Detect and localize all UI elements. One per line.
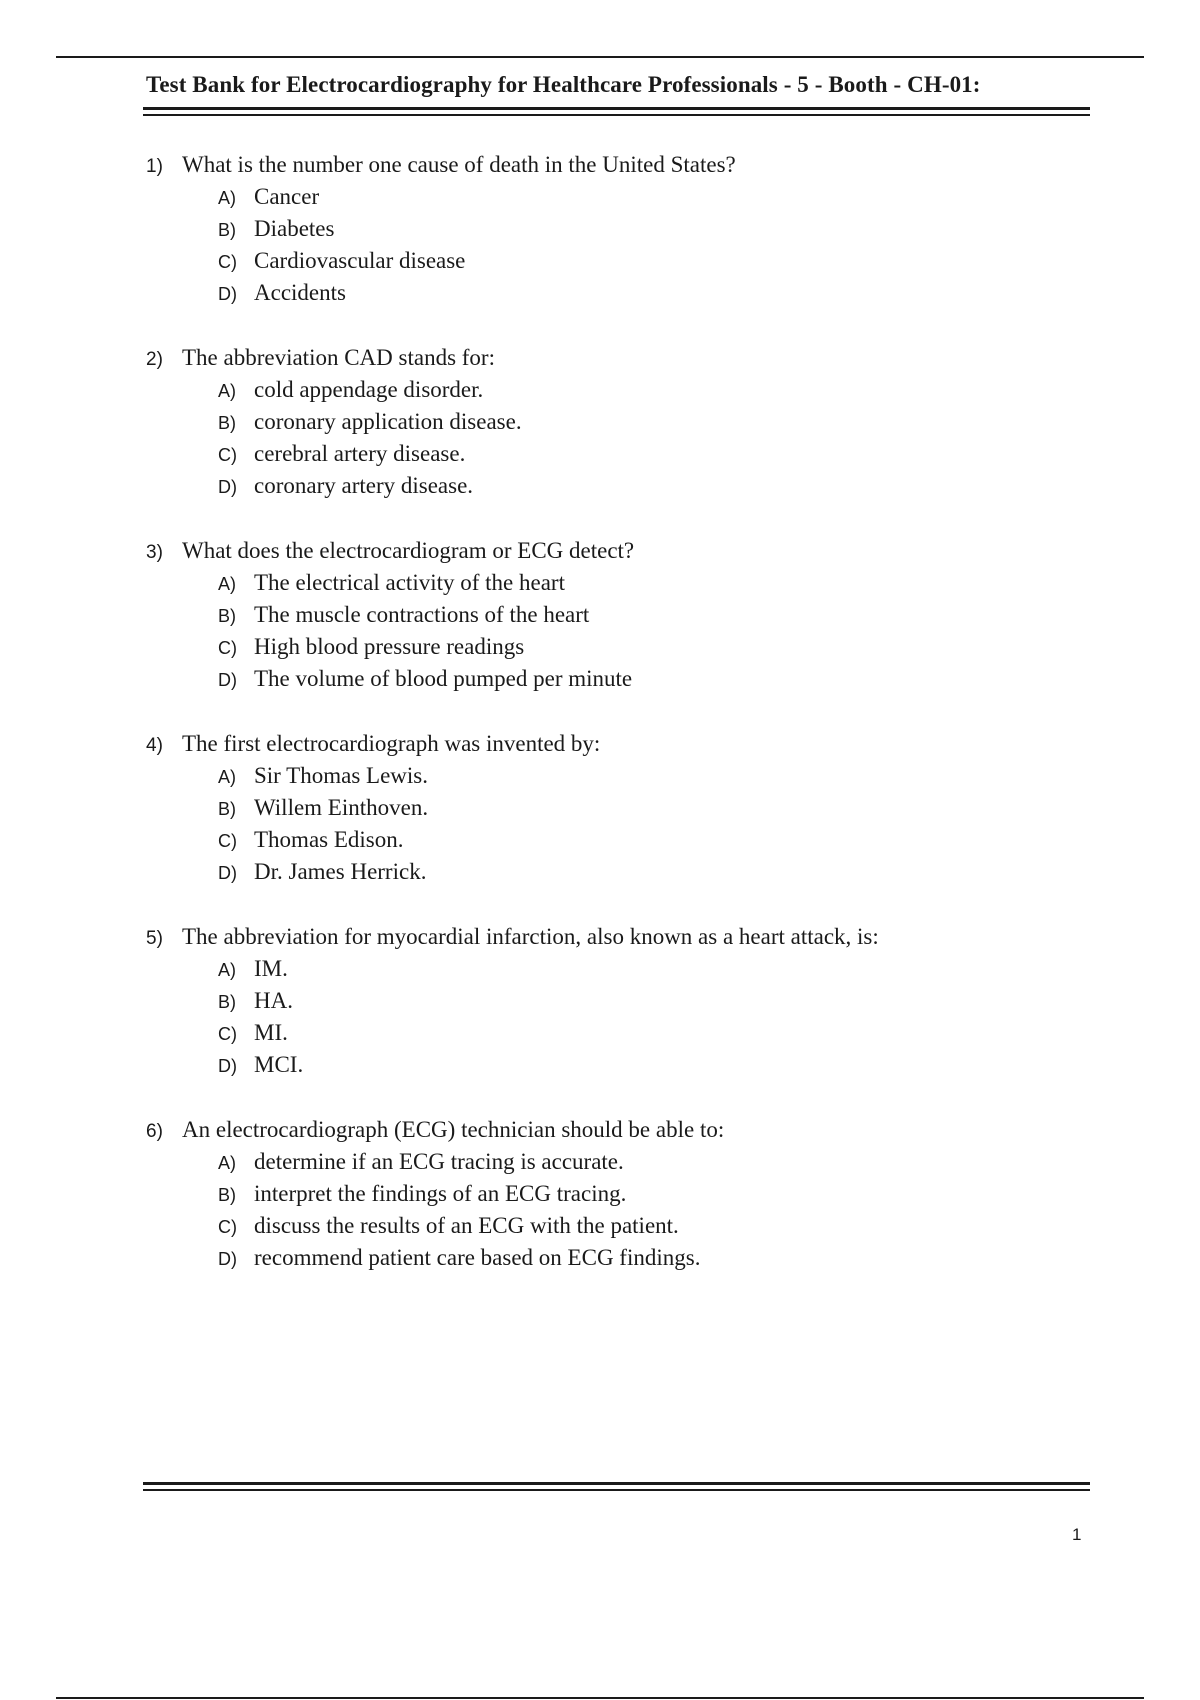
option-text: Dr. James Herrick. (254, 859, 427, 884)
answer-option-b (218, 1181, 1086, 1213)
option-letter: A) (218, 960, 236, 980)
page-number: 1 (1072, 1525, 1082, 1544)
question-6 (146, 1117, 1086, 1277)
footer-divider (143, 1482, 1090, 1491)
answer-option-d (218, 280, 1086, 312)
question-2 (146, 345, 1086, 505)
question-1 (146, 152, 1086, 312)
option-text: Cardiovascular disease (254, 248, 466, 273)
option-letter: C) (218, 252, 237, 272)
option-letter: B) (218, 220, 236, 240)
answer-option-b (218, 216, 1086, 248)
option-letter: A) (218, 1153, 236, 1173)
question-number: 2) (146, 349, 163, 370)
answer-option-d (218, 859, 1086, 891)
option-letter: D) (218, 670, 237, 690)
option-text: coronary application disease. (254, 409, 522, 434)
option-text: interpret the findings of an ECG tracing. (254, 1181, 627, 1206)
answer-option-b (218, 602, 1086, 634)
option-letter: D) (218, 477, 237, 497)
option-letter: C) (218, 1024, 237, 1044)
question-text: What does the electrocardiogram or ECG detect? (182, 538, 635, 563)
option-text: The electrical activity of the heart (254, 570, 565, 595)
option-text: HA. (254, 988, 293, 1013)
page-top-border (56, 56, 1144, 58)
answer-option-a (218, 377, 1086, 409)
option-letter: B) (218, 606, 236, 626)
option-letter: B) (218, 799, 236, 819)
option-letter: A) (218, 767, 236, 787)
question-stem (146, 538, 1086, 570)
answer-option-a (218, 956, 1086, 988)
question-text: What is the number one cause of death in the United States? (182, 152, 736, 177)
option-text: cerebral artery disease. (254, 441, 466, 466)
answer-option-a (218, 763, 1086, 795)
question-5 (146, 924, 1086, 1084)
option-letter: D) (218, 863, 237, 883)
answer-option-a (218, 570, 1086, 602)
option-text: The volume of blood pumped per minute (254, 666, 633, 691)
option-letter: B) (218, 413, 236, 433)
question-text: The first electrocardiograph was invented by: (182, 731, 601, 756)
option-letter: C) (218, 831, 237, 851)
option-letter: A) (218, 381, 236, 401)
option-letter: C) (218, 638, 237, 658)
page-bottom-border (56, 1697, 1144, 1699)
question-4 (146, 731, 1086, 891)
answer-option-c (218, 248, 1086, 280)
answer-option-a (218, 184, 1086, 216)
option-text: Sir Thomas Lewis. (254, 763, 428, 788)
option-text: The muscle contractions of the heart (254, 602, 590, 627)
option-letter: B) (218, 992, 236, 1012)
answer-option-d (218, 1052, 1086, 1084)
answer-option-c (218, 1213, 1086, 1245)
answer-option-c (218, 1020, 1086, 1052)
answer-option-b (218, 409, 1086, 441)
option-letter: D) (218, 284, 237, 304)
question-list (146, 152, 1086, 1310)
option-letter: A) (218, 574, 236, 594)
answer-option-b (218, 795, 1086, 827)
option-letter: D) (218, 1056, 237, 1076)
header-divider (143, 107, 1090, 116)
option-text: discuss the results of an ECG with the patient. (254, 1213, 679, 1238)
option-text: IM. (254, 956, 288, 981)
question-stem (146, 152, 1086, 184)
option-letter: C) (218, 445, 237, 465)
option-text: MI. (254, 1020, 288, 1045)
option-text: Thomas Edison. (254, 827, 404, 852)
answer-option-b (218, 988, 1086, 1020)
option-text: cold appendage disorder. (254, 377, 484, 402)
option-text: MCI. (254, 1052, 304, 1077)
question-text: The abbreviation for myocardial infarction, also known as a heart attack, is: (182, 924, 879, 949)
question-number: 4) (146, 735, 163, 756)
question-stem (146, 924, 1086, 956)
answer-option-d (218, 473, 1086, 505)
answer-option-c (218, 634, 1086, 666)
option-text: Diabetes (254, 216, 335, 241)
option-text: coronary artery disease. (254, 473, 474, 498)
document-title: Test Bank for Electrocardiography for Healthcare Professionals - 5 - Booth - CH-01: (146, 72, 981, 97)
question-number: 1) (146, 156, 163, 177)
question-text: An electrocardiograph (ECG) technician should be able to: (182, 1117, 725, 1142)
question-stem (146, 345, 1086, 377)
answer-option-d (218, 666, 1086, 698)
answer-option-a (218, 1149, 1086, 1181)
option-letter: A) (218, 188, 236, 208)
question-3 (146, 538, 1086, 698)
answer-option-d (218, 1245, 1086, 1277)
option-text: recommend patient care based on ECG findings. (254, 1245, 701, 1270)
question-stem (146, 731, 1086, 763)
option-text: Willem Einthoven. (254, 795, 429, 820)
question-number: 5) (146, 928, 163, 949)
option-text: determine if an ECG tracing is accurate. (254, 1149, 624, 1174)
option-text: High blood pressure readings (254, 634, 525, 659)
question-number: 3) (146, 542, 163, 563)
option-letter: B) (218, 1185, 236, 1205)
question-stem (146, 1117, 1086, 1149)
question-number: 6) (146, 1121, 163, 1142)
answer-option-c (218, 827, 1086, 859)
option-text: Accidents (254, 280, 346, 305)
option-letter: C) (218, 1217, 237, 1237)
answer-option-c (218, 441, 1086, 473)
question-text: The abbreviation CAD stands for: (182, 345, 495, 370)
option-text: Cancer (254, 184, 320, 209)
option-letter: D) (218, 1249, 237, 1269)
